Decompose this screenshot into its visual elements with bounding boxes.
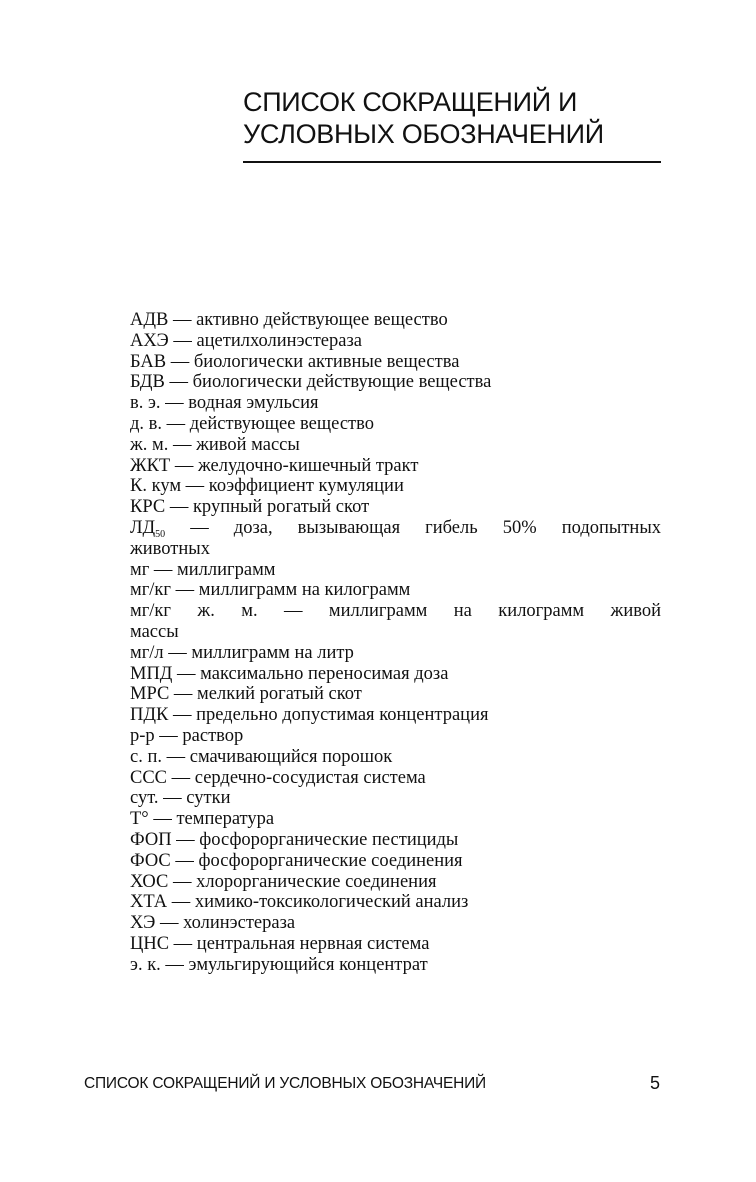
list-item: ХОС — хлорорганические соединения — [130, 871, 437, 892]
ld50-definition: — доза, вызывающая гибель 50% подопытных — [165, 517, 661, 538]
list-item: мг/кг — миллиграмм на килограмм — [130, 580, 411, 601]
list-item: д. в. — действующее вещество — [130, 413, 374, 434]
list-item: мг/л — миллиграмм на литр — [130, 642, 354, 663]
list-item: р-р — раствор — [130, 725, 244, 746]
list-item: ЦНС — центральная нервная система — [130, 933, 430, 954]
abbreviation-list — [130, 310, 661, 976]
list-item: ХТА — химико-токсикологический анализ — [130, 892, 469, 913]
list-item: ФОП — фосфорорганические пестициды — [130, 829, 459, 850]
ld50-abbr: ЛД — [130, 517, 156, 538]
list-item: ж. м. — живой массы — [130, 434, 300, 455]
list-item: мг — миллиграмм — [130, 559, 276, 580]
list-item: АХЭ — ацетилхолинэстераза — [130, 330, 362, 351]
list-item: МПД — максимально переносимая доза — [130, 663, 449, 684]
list-item: АДВ — активно действующее вещество — [130, 310, 448, 330]
list-item: ФОС — фосфорорганические соединения — [130, 850, 463, 871]
title-underline — [243, 161, 661, 163]
list-item: э. к. — эмульгирующийся концентрат — [130, 954, 428, 975]
page-title-line-2: УСЛОВНЫХ ОБОЗНАЧЕНИЙ — [243, 119, 604, 149]
list-item: МРС — мелкий рогатый скот — [130, 684, 362, 705]
mg-kg-zhm-line-2: массы — [130, 621, 179, 642]
mg-kg-zhm-line-1: мг/кг ж. м. — миллиграмм на килограмм живой — [130, 601, 661, 622]
list-item: К. кум — коэффициент кумуляции — [130, 476, 404, 497]
list-item: сут. — сутки — [130, 788, 231, 809]
list-item: БДВ — биологически действующие вещества — [130, 372, 492, 393]
list-item: в. э. — водная эмульсия — [130, 393, 319, 414]
ld50-line-2: животных — [130, 538, 210, 559]
list-item: Т° — температура — [130, 809, 275, 830]
list-item-mg-kg-zhm — [130, 601, 661, 643]
list-item: КРС — крупный рогатый скот — [130, 497, 370, 518]
list-item-ld50 — [130, 518, 661, 560]
list-item: БАВ — биологически активные вещества — [130, 351, 460, 372]
running-footer-title: СПИСОК СОКРАЩЕНИЙ И УСЛОВНЫХ ОБОЗНАЧЕНИЙ — [84, 1075, 486, 1092]
list-item: ЖКТ — желудочно-кишечный тракт — [130, 455, 419, 476]
page-number: 5 — [650, 1073, 661, 1093]
ld50-subscript: 50 — [155, 528, 166, 540]
page-title — [243, 86, 661, 150]
list-item: с. п. — смачивающийся порошок — [130, 746, 393, 767]
page-title-line-1: СПИСОК СОКРАЩЕНИЙ И — [243, 87, 578, 117]
list-item: ССС — сердечно-сосудистая система — [130, 767, 426, 788]
ld50-line-1 — [130, 518, 661, 539]
list-item: ПДК — предельно допустимая концентрация — [130, 705, 489, 726]
list-item: ХЭ — холинэстераза — [130, 913, 296, 934]
